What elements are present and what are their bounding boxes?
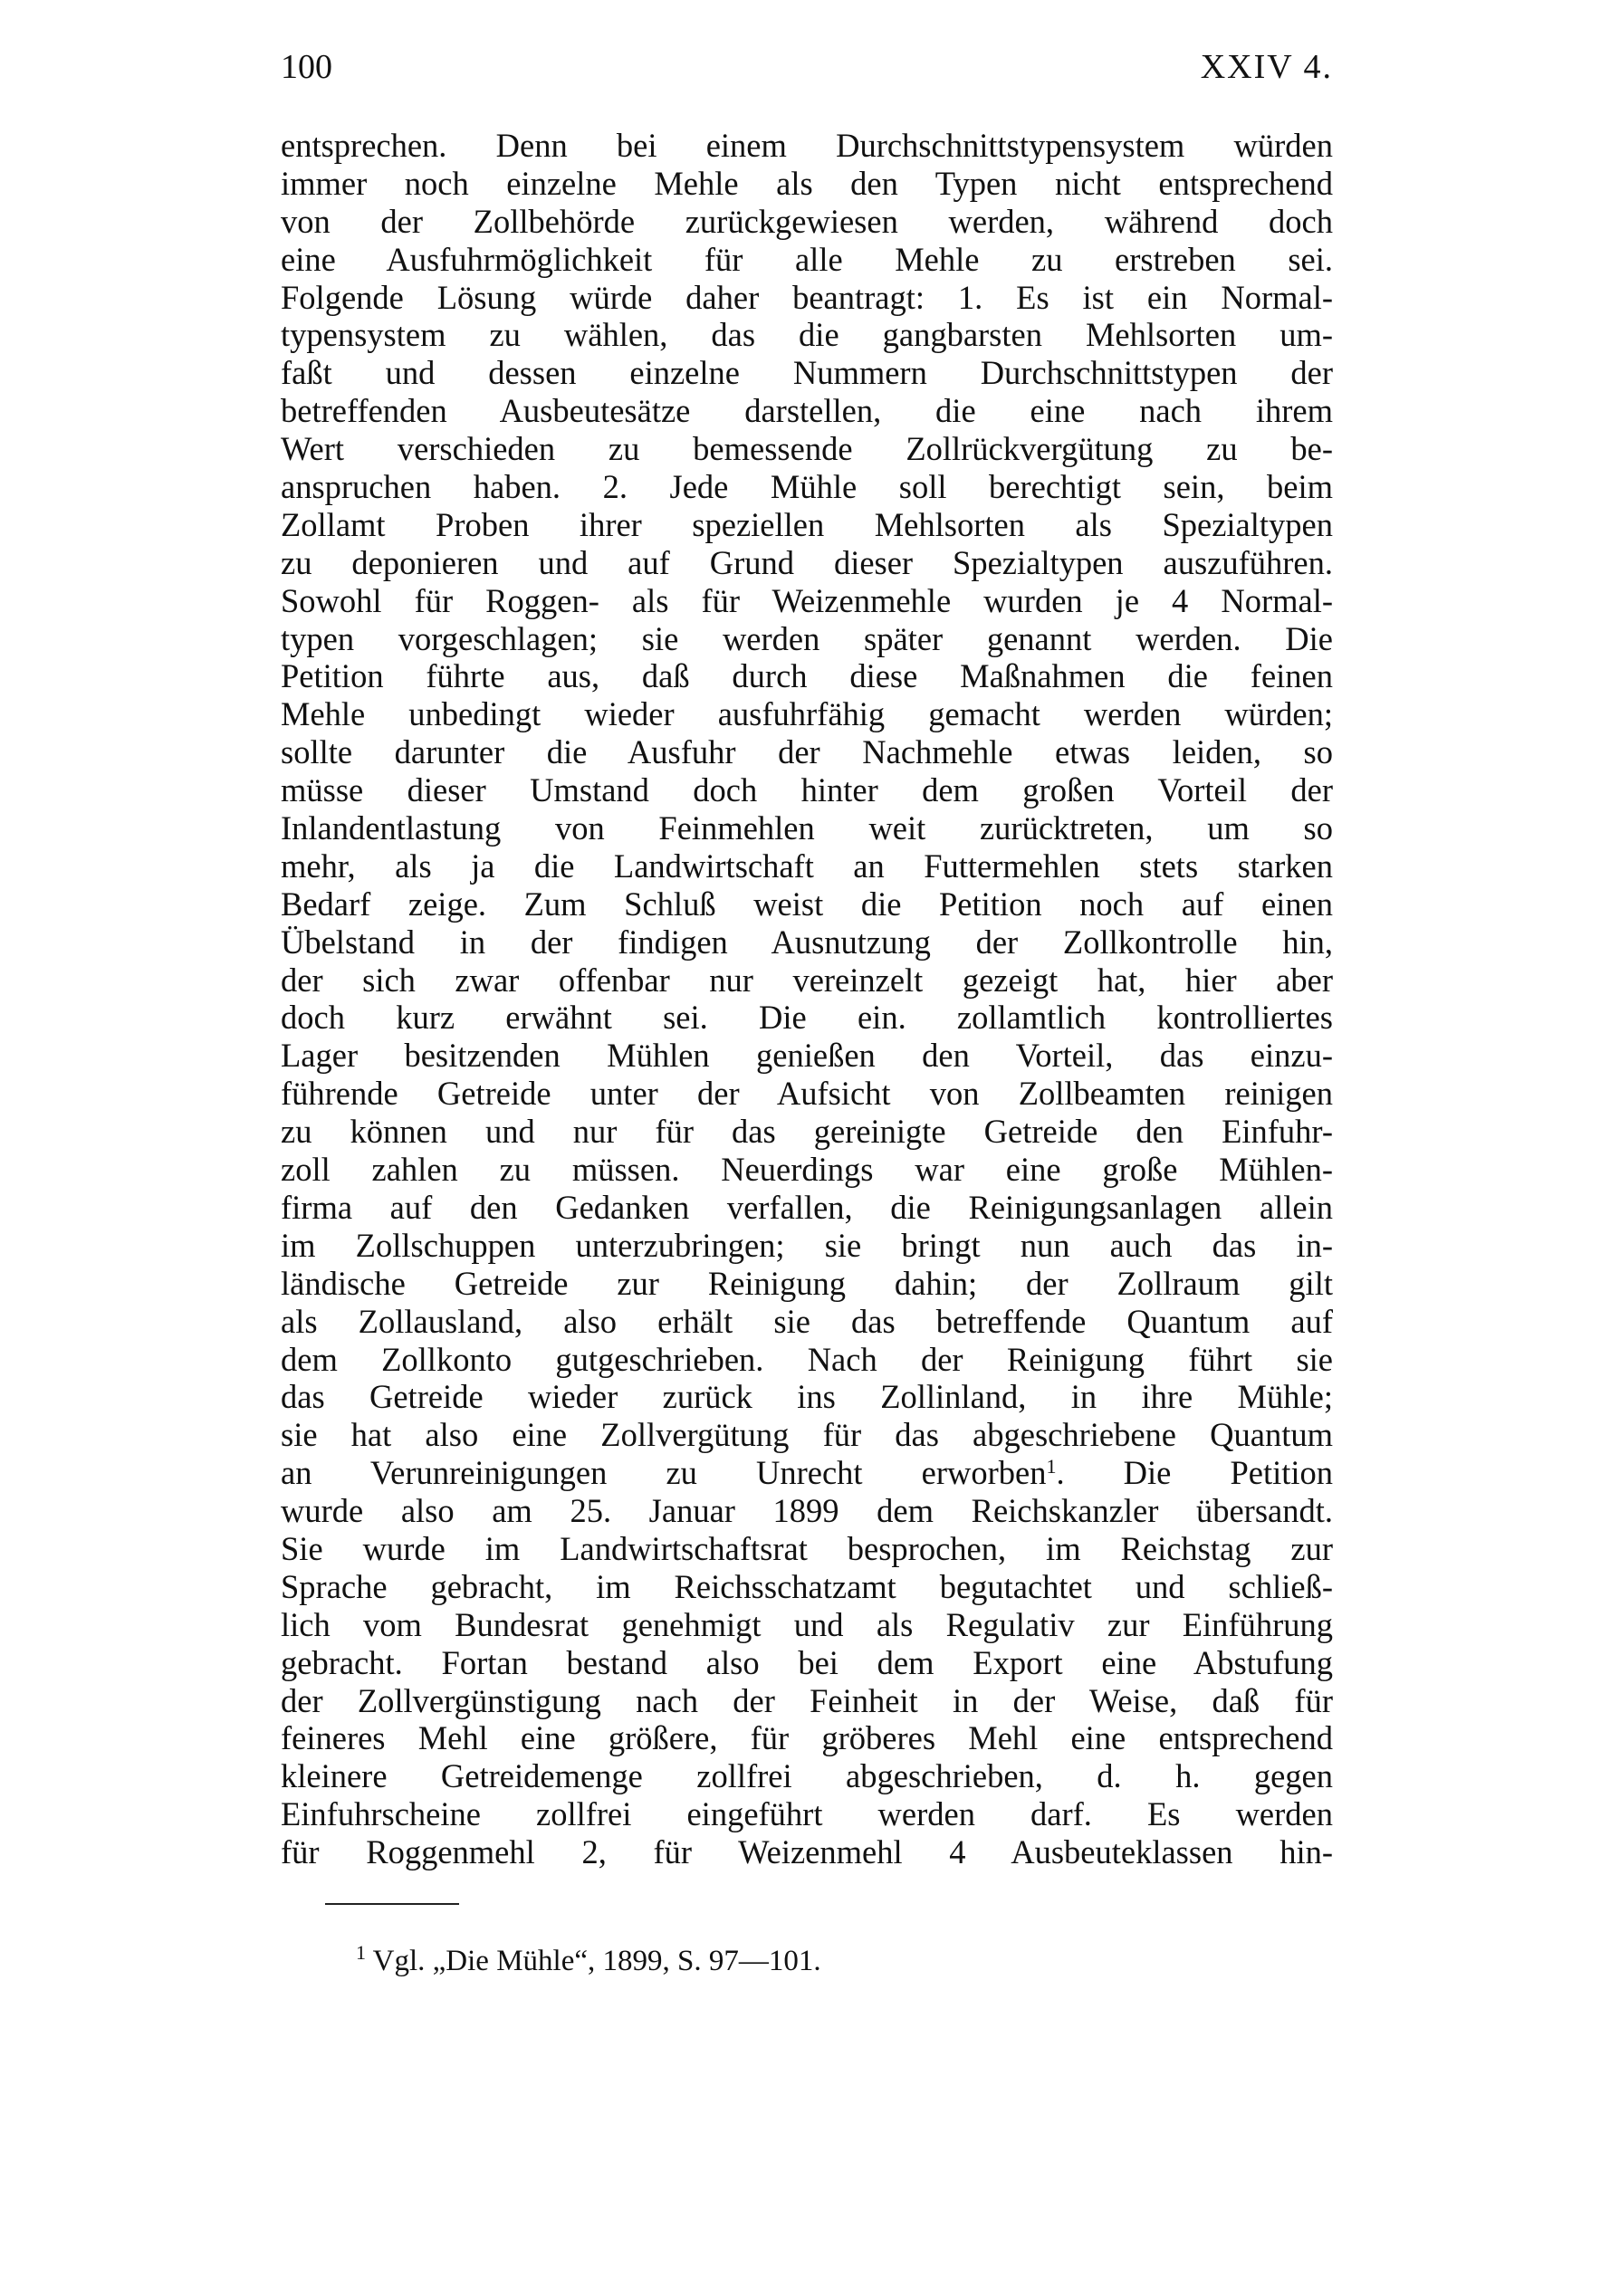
text-line: wurde also am 25. Januar 1899 dem Reichskanzler übersandt. xyxy=(281,1492,1333,1530)
text-line: lich vom Bundesrat genehmigt und als Regulativ zur Einführung xyxy=(281,1605,1333,1643)
text-line: typen vorgeschlagen; sie werden später genannt werden. Die xyxy=(281,619,1333,657)
text-line: Bedarf zeige. Zum Schluß weist die Petition noch auf einen xyxy=(281,885,1333,923)
text-line: gebracht. Fortan bestand also bei dem Export eine Abstufung xyxy=(281,1643,1333,1681)
footnote-separator xyxy=(325,1903,459,1905)
text-line: ländische Getreide zur Reinigung dahin; der Zollraum gilt xyxy=(281,1264,1333,1302)
text-line: für Roggenmehl 2, für Weizenmehl 4 Ausbeuteklassen hin- xyxy=(281,1833,1333,1871)
text-line: der Zollvergünstigung nach der Feinheit in der Weise, daß für xyxy=(281,1681,1333,1719)
text-line: Einfuhrscheine zollfrei eingeführt werden darf. Es werden xyxy=(281,1795,1333,1833)
text-line: Wert verschieden zu bemessende Zollrückvergütung zu be- xyxy=(281,430,1333,468)
page-number: 100 xyxy=(281,48,332,86)
section-mark: XXIV 4. xyxy=(1200,48,1333,86)
text-line: Sie wurde im Landwirtschaftsrat besprochen, im Reichstag zur xyxy=(281,1529,1333,1567)
text-line: eine Ausfuhrmöglichkeit für alle Mehle zu erstreben sei. xyxy=(281,240,1333,278)
text-line: entsprechen. Denn bei einem Durchschnittstypensystem würden xyxy=(281,127,1333,164)
text-line: anspruchen haben. 2. Jede Mühle soll berechtigt sein, beim xyxy=(281,468,1333,506)
text-line: sie hat also eine Zollvergütung für das abgeschriebene Quantum xyxy=(281,1416,1333,1454)
footnote xyxy=(356,1943,821,1979)
text-line: mehr, als ja die Landwirtschaft an Futtermehlen stets starken xyxy=(281,847,1333,885)
text-line: immer noch einzelne Mehle als den Typen nicht entsprechend xyxy=(281,164,1333,202)
text-line: im Zollschuppen unterzubringen; sie bringt nun auch das in- xyxy=(281,1226,1333,1264)
text-line: Folgende Lösung würde daher beantragt: 1. Es ist ein Normal- xyxy=(281,278,1333,316)
footnote-reference[interactable]: 1 xyxy=(1046,1455,1057,1478)
text-line: müsse dieser Umstand doch hinter dem großen Vorteil der xyxy=(281,771,1333,809)
text-line: der sich zwar offenbar nur vereinzelt gezeigt hat, hier aber xyxy=(281,961,1333,999)
line-text-before-ref: an Verunreinigungen zu Unrecht erworben xyxy=(281,1454,1047,1492)
text-line: als Zollausland, also erhält sie das betreffende Quantum auf xyxy=(281,1302,1333,1340)
body-paragraph xyxy=(281,127,1333,1871)
line-text-after-ref: . Die Petition xyxy=(1056,1454,1333,1492)
text-line: feineres Mehl eine größere, für gröberes Mehl eine entsprechend xyxy=(281,1719,1333,1757)
text-line: faßt und dessen einzelne Nummern Durchschnittstypen der xyxy=(281,354,1333,392)
text-line: Sprache gebracht, im Reichsschatzamt begutachtet und schließ- xyxy=(281,1567,1333,1605)
text-line: von der Zollbehörde zurückgewiesen werden, während doch xyxy=(281,202,1333,240)
text-line: Inlandentlastung von Feinmehlen weit zurücktreten, um so xyxy=(281,809,1333,847)
text-line: firma auf den Gedanken verfallen, die Reinigungsanlagen allein xyxy=(281,1188,1333,1226)
text-line: zu können und nur für das gereinigte Getreide den Einfuhr- xyxy=(281,1113,1333,1151)
text-line: Lager besitzenden Mühlen genießen den Vorteil, das einzu- xyxy=(281,1037,1333,1075)
running-head xyxy=(281,47,1333,87)
text-line: betreffenden Ausbeutesätze darstellen, die eine nach ihrem xyxy=(281,392,1333,430)
text-line: kleinere Getreidemenge zollfrei abgeschrieben, d. h. gegen xyxy=(281,1757,1333,1795)
text-line: Zollamt Proben ihrer speziellen Mehlsorten als Spezialtypen xyxy=(281,505,1333,543)
text-line: Petition führte aus, daß durch diese Maßnahmen die feinen xyxy=(281,657,1333,695)
footnote-text: Vgl. „Die Mühle“, 1899, S. 97—101. xyxy=(372,1945,821,1977)
footnote-marker: 1 xyxy=(356,1941,366,1964)
text-line: dem Zollkonto gutgeschrieben. Nach der Reinigung führt sie xyxy=(281,1340,1333,1378)
text-line: Übelstand in der findigen Ausnutzung der Zollkontrolle hin, xyxy=(281,923,1333,961)
text-line: zoll zahlen zu müssen. Neuerdings war eine große Mühlen- xyxy=(281,1151,1333,1189)
text-line: das Getreide wieder zurück ins Zollinland, in ihre Mühle; xyxy=(281,1378,1333,1416)
text-line: typensystem zu wählen, das die gangbarsten Mehlsorten um- xyxy=(281,316,1333,354)
text-line-with-footnote-ref xyxy=(281,1454,1333,1492)
text-line: sollte darunter die Ausfuhr der Nachmehle etwas leiden, so xyxy=(281,733,1333,771)
text-line: führende Getreide unter der Aufsicht von Zollbeamten reinigen xyxy=(281,1075,1333,1113)
text-line: doch kurz erwähnt sei. Die ein. zollamtlich kontrolliertes xyxy=(281,999,1333,1037)
text-line: Mehle unbedingt wieder ausfuhrfähig gemacht werden würden; xyxy=(281,695,1333,733)
text-line: Sowohl für Roggen- als für Weizenmehle wurden je 4 Normal- xyxy=(281,581,1333,619)
text-line: zu deponieren und auf Grund dieser Spezialtypen auszuführen. xyxy=(281,543,1333,581)
